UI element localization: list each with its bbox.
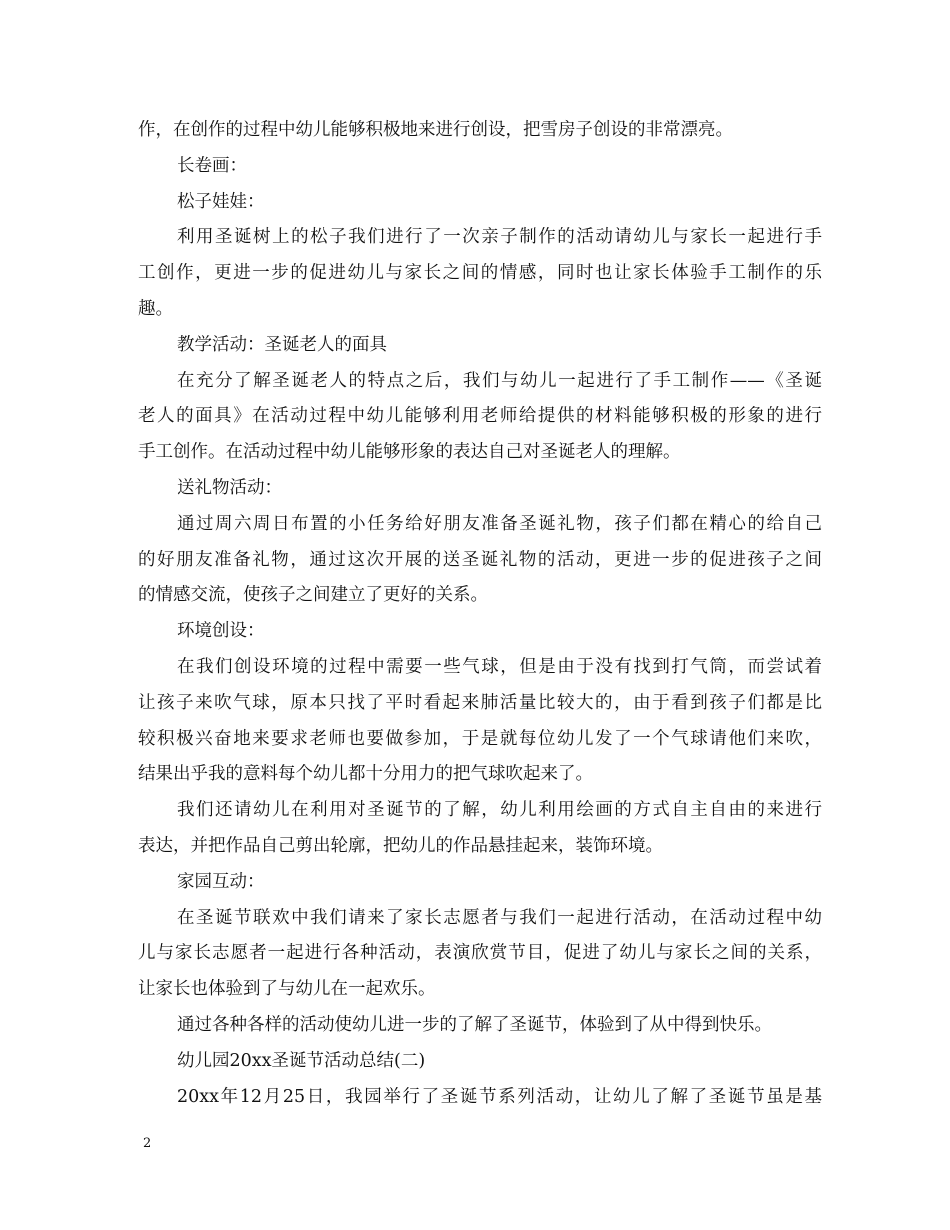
text-line: 20xx年12月25日，我园举行了圣诞节系列活动，让幼儿了解了圣诞节虽是基 (177, 1086, 822, 1107)
text-line: 我们还请幼儿在利用对圣诞节的了解，幼儿利用绘画的方式自主自由的来进行 (177, 800, 822, 821)
text-line: 在我们创设环境的过程中需要一些气球，但是由于没有找到打气筒，而尝试着 (177, 656, 822, 677)
text-line: 在圣诞节联欢中我们请来了家长志愿者与我们一起进行活动，在活动过程中幼 (177, 907, 822, 928)
text-line: 让孩子来吹气球，原本只找了平时看起来肺活量比较大的，由于看到孩子们都是比 (138, 692, 822, 713)
text-line: 通过各种各样的活动使幼儿进一步的了解了圣诞节，体验到了从中得到快乐。 (177, 1014, 772, 1035)
text-line: 通过周六周日布置的小任务给好朋友准备圣诞礼物，孩子们都在精心的给自己 (177, 513, 822, 534)
text-line: 松子娃娃： (177, 191, 265, 212)
text-line: 利用圣诞树上的松子我们进行了一次亲子制作的活动请幼儿与家长一起进行手 (177, 227, 822, 248)
text-line: 幼儿园20xx圣诞节活动总结(二) (177, 1050, 426, 1071)
text-line: 家园互动： (177, 871, 265, 892)
document-body (138, 113, 822, 1115)
text-line: 的好朋友准备礼物，通过这次开展的送圣诞礼物的活动，更进一步的促进孩子之间 (138, 549, 822, 570)
text-line: 长卷画： (177, 155, 247, 176)
text-line: 儿与家长志愿者一起进行各种活动，表演欣赏节目，促进了幼儿与家长之间的关系， (138, 943, 822, 964)
text-line: 送礼物活动： (177, 477, 282, 498)
text-line: 较积极兴奋地来要求老师也要做参加，于是就每位幼儿发了一个气球请他们来吹， (138, 728, 822, 749)
text-line: 环境创设： (177, 621, 265, 642)
text-line: 在充分了解圣诞老人的特点之后，我们与幼儿一起进行了手工制作——《圣诞 (177, 370, 822, 391)
text-line: 趣。 (138, 298, 173, 319)
text-line: 表达，并把作品自己剪出轮廓，把幼儿的作品悬挂起来，装饰环境。 (138, 835, 663, 856)
text-line: 工创作，更进一步的促进幼儿与家长之间的情感，同时也让家长体验手工制作的乐 (138, 263, 822, 284)
text-line: 手工创作。在活动过程中幼儿能够形象的表达自己对圣诞老人的理解。 (138, 442, 681, 463)
text-line: 让家长也体验到了与幼儿在一起欢乐。 (138, 979, 436, 1000)
text-line: 教学活动：圣诞老人的面具 (177, 334, 387, 355)
text-line: 的情感交流，使孩子之间建立了更好的关系。 (138, 585, 488, 606)
text-line: 结果出乎我的意料每个幼儿都十分用力的把气球吹起来了。 (138, 764, 593, 785)
page-number: 2 (143, 1136, 152, 1151)
text-line: 老人的面具》在活动过程中幼儿能够利用老师给提供的材料能够积极的形象的进行 (138, 406, 822, 427)
text-line: 作，在创作的过程中幼儿能够积极地来进行创设，把雪房子创设的非常漂亮。 (138, 120, 733, 140)
